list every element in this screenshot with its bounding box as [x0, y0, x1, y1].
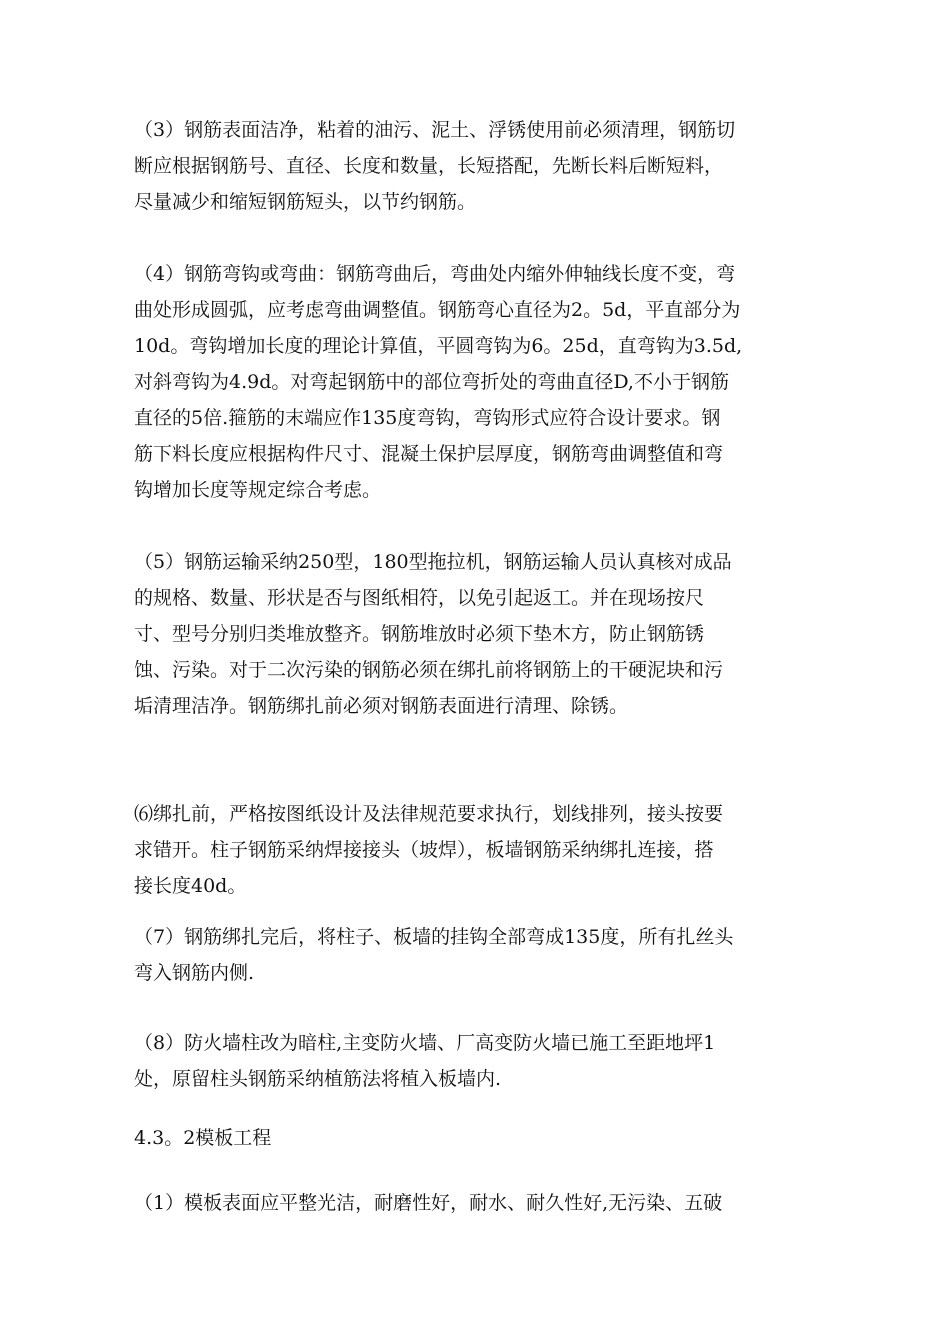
text-line: 曲处形成圆弧，应考虑弯曲调整值。钢筋弯心直径为2。5d，平直部分为	[134, 299, 741, 321]
paragraph-4	[134, 256, 824, 508]
text-line: ⑹绑扎前，严格按图纸设计及法律规范要求执行，划线排列，接头按要	[134, 803, 724, 825]
paragraph-8	[134, 1025, 824, 1097]
paragraph-3	[134, 112, 824, 220]
paragraph-7	[134, 919, 824, 991]
text-line: 钩增加长度等规定综合考虑。	[134, 479, 382, 501]
text-line: 直径的5倍.箍筋的末端应作135度弯钩，弯钩形式应符合设计要求。钢	[134, 407, 721, 429]
text-line: 筋下料长度应根据构件尺寸、混凝土保护层厚度，钢筋弯曲调整值和弯	[134, 443, 724, 465]
text-line: （7）钢筋绑扎完后，将柱子、板墙的挂钩全部弯成135度，所有扎丝头	[134, 926, 734, 948]
paragraph-6	[134, 796, 824, 904]
text-line: 断应根据钢筋号、直径、长度和数量，长短搭配，先断长料后断短料，	[134, 155, 724, 177]
paragraph-formwork-1	[134, 1185, 824, 1221]
text-line: （1）模板表面应平整光洁，耐磨性好，耐水、耐久性好,无污染、五破	[134, 1192, 723, 1214]
text-line: 垢清理洁净。钢筋绑扎前必须对钢筋表面进行清理、除锈。	[134, 695, 629, 717]
text-line: 的规格、数量、形状是否与图纸相符，以免引起返工。并在现场按尺	[134, 587, 705, 609]
text-line: 尽量减少和缩短钢筋短头，以节约钢筋。	[134, 191, 477, 213]
text-line: 蚀、污染。对于二次污染的钢筋必须在绑扎前将钢筋上的干硬泥块和污	[134, 659, 724, 681]
section-heading-4-3-2	[134, 1120, 824, 1156]
text-line: （8）防火墙柱改为暗柱,主变防火墙、厂高变防火墙已施工至距地坪1	[134, 1032, 716, 1054]
text-line: 对斜弯钩为4.9d。对弯起钢筋中的部位弯折处的弯曲直径D,不小于钢筋	[134, 371, 729, 393]
text-line: 10d。弯钩增加长度的理论计算值，平圆弯钩为6。25d，直弯钩为3.5d,	[134, 335, 743, 357]
text-line: 接长度40d。	[134, 875, 247, 897]
text-line: 求错开。柱子钢筋采纳焊接接头（坡焊），板墙钢筋采纳绑扎连接，搭	[134, 839, 714, 861]
paragraph-5	[134, 544, 824, 724]
text-line: 处，原留柱头钢筋采纳植筋法将植入板墙内.	[134, 1068, 502, 1090]
text-line: （3）钢筋表面洁净，粘着的油污、泥土、浮锈使用前必须清理，钢筋切	[134, 119, 736, 141]
heading-line: 4.3。2模板工程	[134, 1127, 272, 1149]
text-line: 寸、型号分别归类堆放整齐。钢筋堆放时必须下垫木方，防止钢筋锈	[134, 623, 705, 645]
text-line: （4）钢筋弯钩或弯曲：钢筋弯曲后，弯曲处内缩外伸轴线长度不变，弯	[134, 263, 736, 285]
text-line: （5）钢筋运输采纳250型，180型拖拉机，钢筋运输人员认真核对成品	[134, 551, 732, 573]
text-line: 弯入钢筋内侧.	[134, 962, 255, 984]
